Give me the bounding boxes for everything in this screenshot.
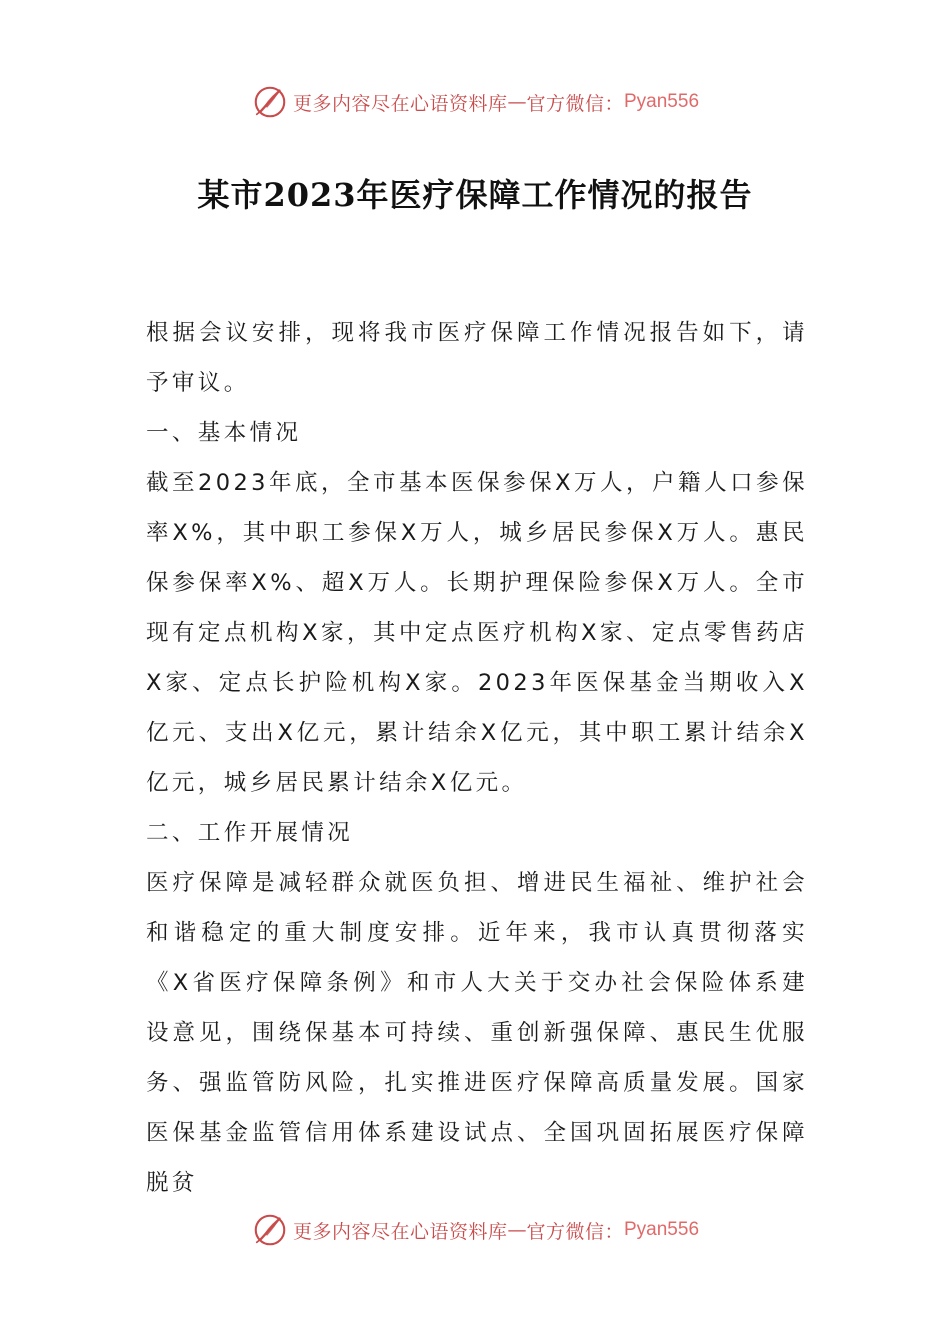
quill-logo-icon	[251, 83, 289, 121]
section-heading-work: 二、工作开展情况	[146, 820, 354, 846]
watermark-separator: —	[507, 91, 527, 113]
watermark-text: 更多内容尽在心语资料库	[292, 1220, 508, 1243]
document-title: 某市2023年医疗保障工作情况的报告	[197, 176, 753, 214]
watermark-text: 更多内容尽在心语资料库	[292, 92, 508, 115]
watermark-header	[0, 80, 950, 124]
document-body	[146, 308, 808, 1208]
quill-logo-icon	[251, 1211, 289, 1249]
watermark-account: Pyan556	[624, 1219, 700, 1240]
watermark-official: 官方微信：	[526, 1220, 624, 1243]
watermark-official: 官方微信：	[526, 92, 624, 115]
basic-situation-paragraph: 截至2023年底，全市基本医保参保X万人，户籍人口参保率X%，其中职工参保X万人，城乡居民参保X万人。惠民保参保率X%、超X万人。长期护理保险参保X万人。全市现有定点机构X家，其中定点医疗机构X家、定点零售药店X家、定点长护险机构X家。2023年医保基金当期收入X亿元、支出X亿元，累计结余X亿元，其中职工累计结余X亿元，城乡居民累计结余X亿元。	[146, 470, 808, 796]
work-progress-paragraph: 医疗保障是减轻群众就医负担、增进民生福祉、维护社会和谐稳定的重大制度安排。近年来，我市认真贯彻落实《X省医疗保障条例》和市人大关于交办社会保险体系建设意见，围绕保基本可持续、重创新强保障、惠民生优服务、强监管防风险，扎实推进医疗保障高质量发展。国家医保基金监管信用体系建设试点、全国巩固拓展医疗保障脱贫	[146, 870, 808, 1196]
watermark-separator: —	[507, 1219, 527, 1241]
watermark-account: Pyan556	[624, 91, 700, 112]
section-heading-basic: 一、基本情况	[146, 420, 302, 446]
watermark-footer	[0, 1208, 950, 1252]
intro-paragraph: 根据会议安排，现将我市医疗保障工作情况报告如下，请予审议。	[146, 320, 808, 396]
